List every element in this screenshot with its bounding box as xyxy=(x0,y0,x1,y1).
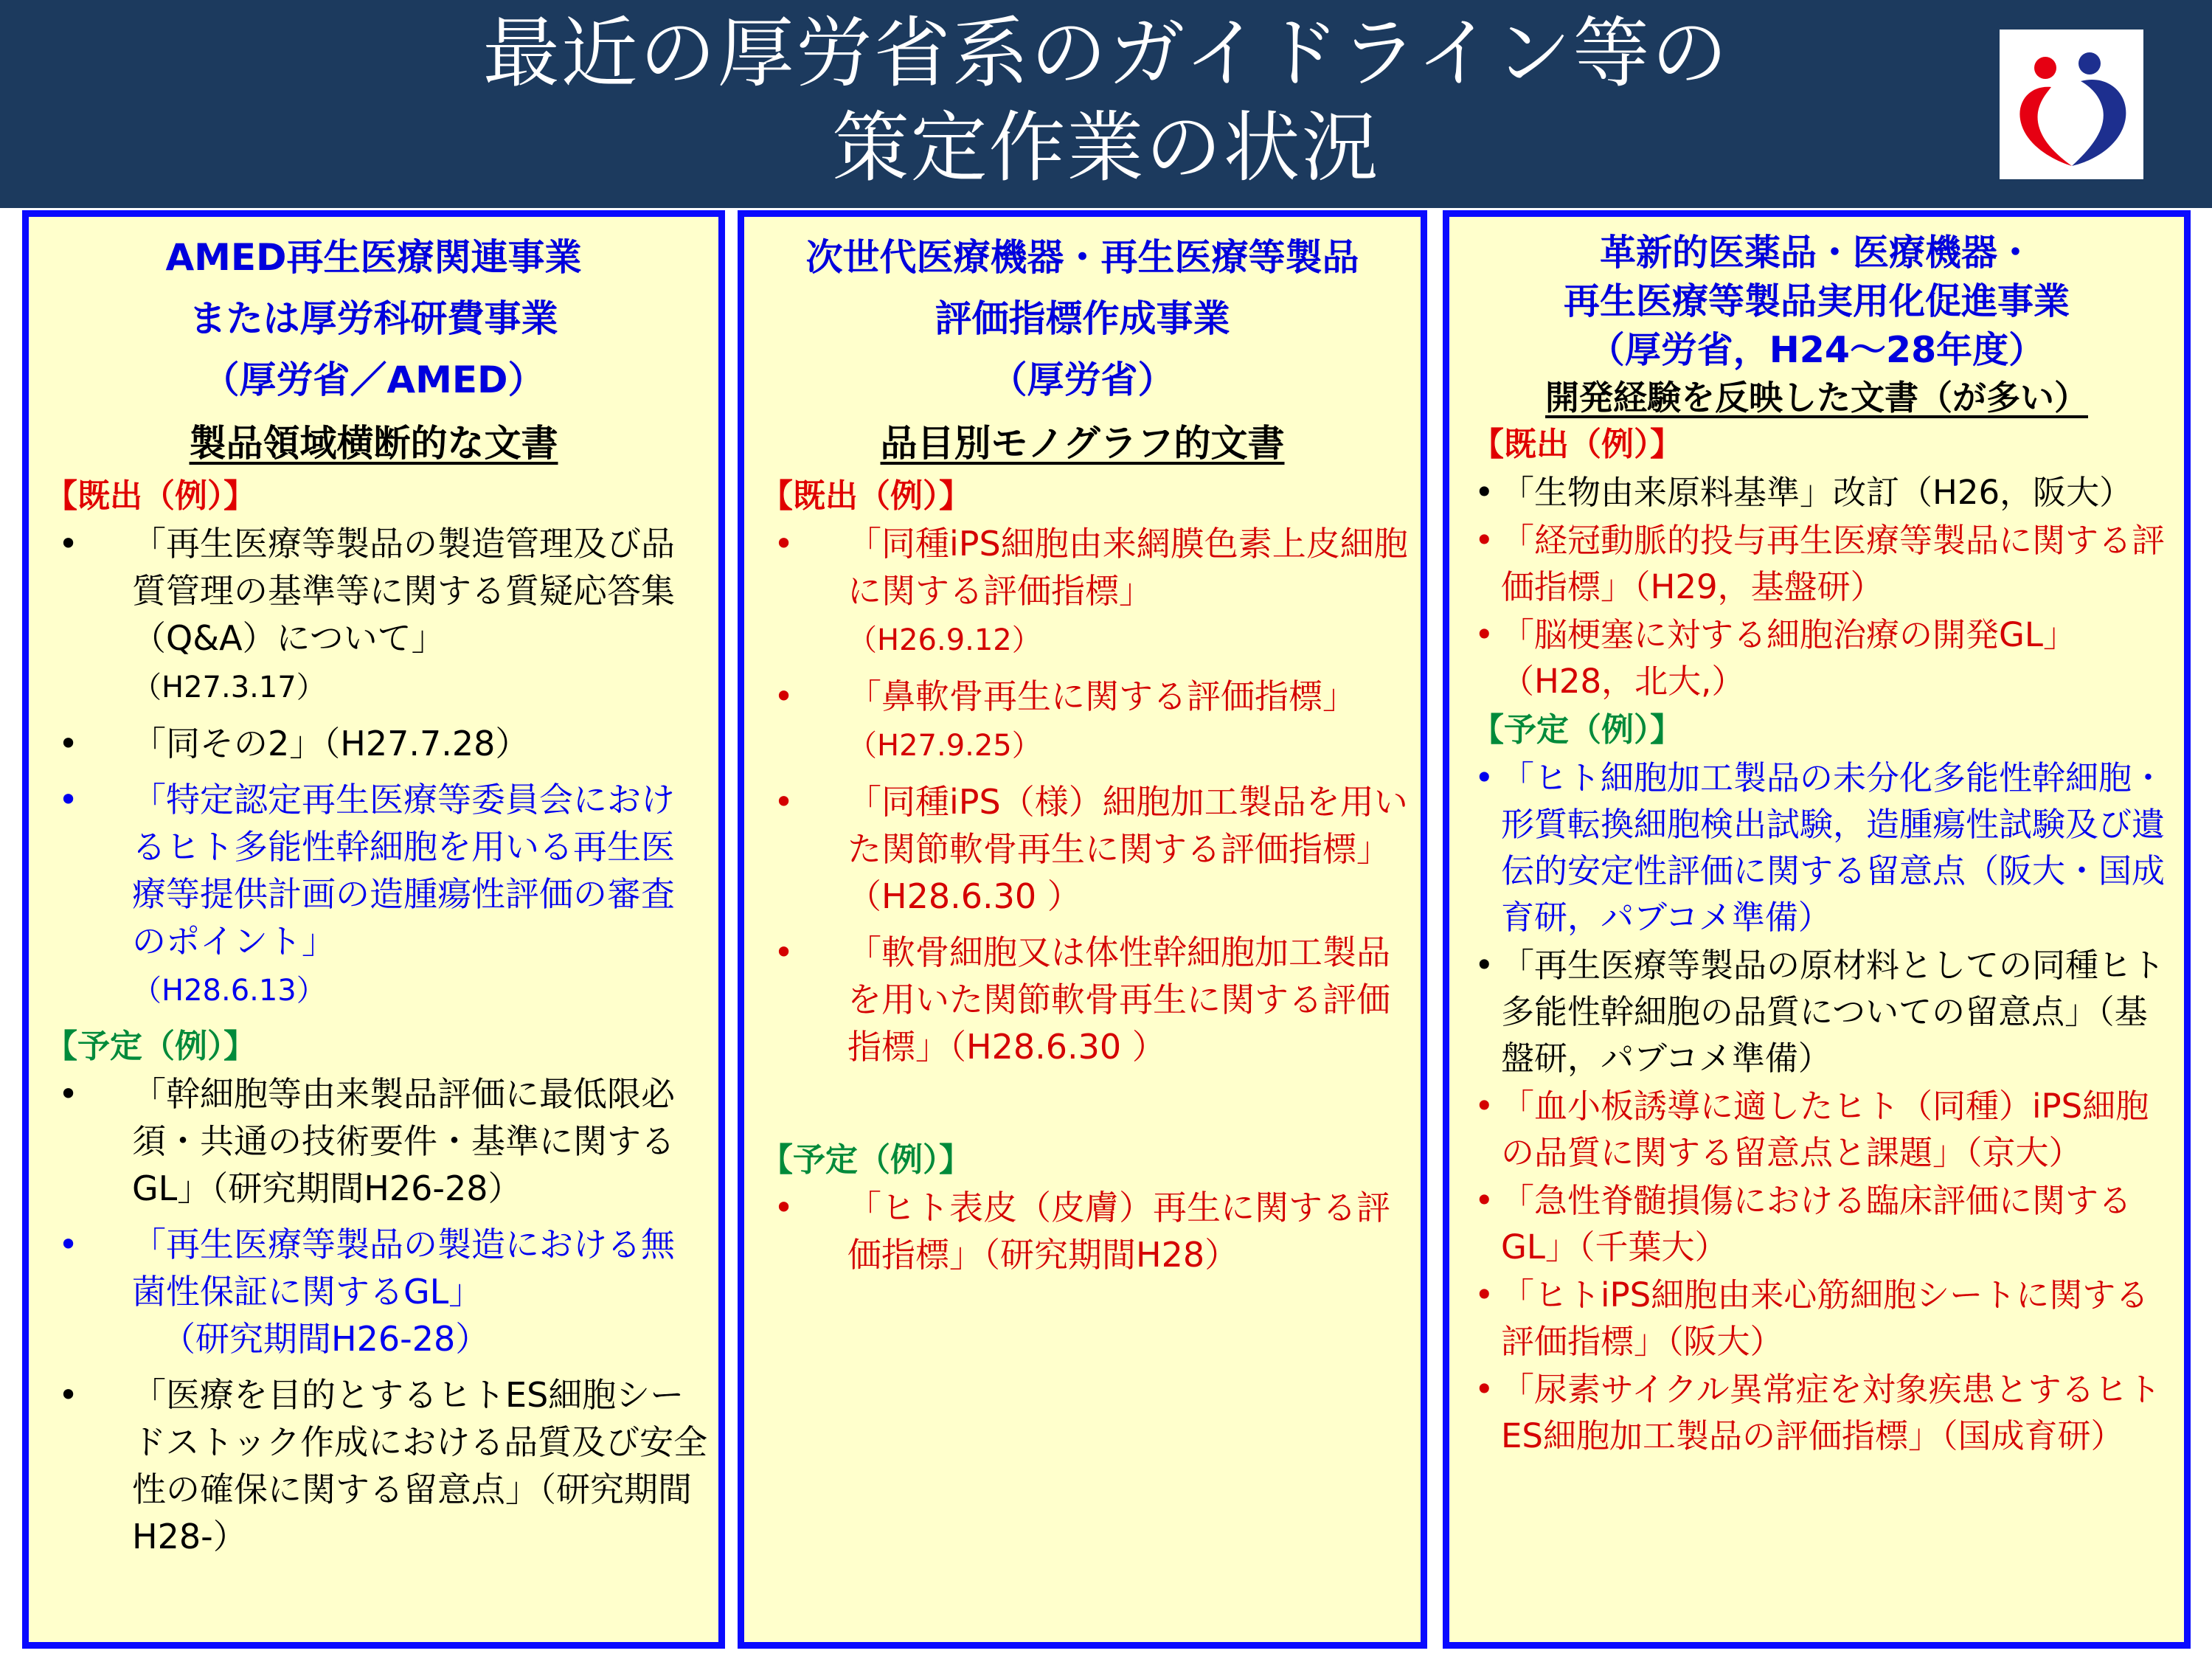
bullet-icon: • xyxy=(1474,1275,1494,1315)
column-header-line: 評価指標作成事業 xyxy=(935,297,1230,340)
column-innovative-products xyxy=(1443,210,2191,1649)
list-item: • 「鼻軟骨再生に関する評価指標」 （H27.9.25） xyxy=(744,673,1421,769)
bullet-icon: • xyxy=(774,932,794,972)
bullet-icon: • xyxy=(1474,521,1494,560)
column-header-line: （厚労省，H24～28年度） xyxy=(1588,329,2045,371)
column-subtitle: 開発経験を反映した文書（が多い） xyxy=(1545,378,2088,418)
document-list xyxy=(29,520,718,1014)
document-list xyxy=(29,1070,718,1560)
document-list xyxy=(1449,469,2184,704)
section-label-published: 【既出（例）】 xyxy=(1471,426,1682,463)
list-item: • 「同その2」（H27.7.28） xyxy=(29,720,718,767)
bullet-icon: • xyxy=(1474,1087,1494,1126)
list-item: • 「特定認定再生医療等委員会におけるヒト多能性幹細胞を用いる再生医療等提供計画の造腫瘍性評価の審査のポイント」 （H28.6.13） xyxy=(29,776,718,1014)
bullet-icon: • xyxy=(58,780,79,820)
page-title xyxy=(0,6,2212,195)
bullet-icon: • xyxy=(1474,1181,1494,1220)
document-list xyxy=(744,1184,1421,1278)
list-item: • 「ヒトiPS細胞由来心筋細胞シートに関する評価指標」（阪大） xyxy=(1449,1272,2184,1365)
section-label-published: 【既出（例）】 xyxy=(760,477,971,515)
column-subtitle: 品目別モノグラフ的文書 xyxy=(880,422,1285,465)
column-amed xyxy=(22,210,725,1649)
column-header xyxy=(744,227,1421,411)
list-item: • 「ヒト表皮（皮膚）再生に関する評価指標」（研究期間H28） xyxy=(744,1184,1421,1278)
page-title-line2: 策定作業の状況 xyxy=(832,103,1380,193)
list-item: • 「医療を目的とするヒトES細胞シードストック作成における品質及び安全性の確保に関する留意点」（研究期間H28-） xyxy=(29,1371,718,1560)
mhlw-logo-icon xyxy=(2000,30,2143,179)
document-list xyxy=(744,520,1421,1070)
list-item: • 「尿素サイクル異常症を対象疾患とするヒトES細胞加工製品の評価指標」（国成育研） xyxy=(1449,1366,2184,1459)
section-label-published: 【既出（例）】 xyxy=(45,477,256,515)
document-list xyxy=(1449,755,2184,1459)
list-item: • 「再生医療等製品の製造管理及び品質管理の基準等に関する質疑応答集（Q&A）について」 （H27.3.17） xyxy=(29,520,718,711)
bullet-icon: • xyxy=(1474,615,1494,654)
list-item: • 「脳梗塞に対する細胞治療の開発GL」（H28，北大,） xyxy=(1449,612,2184,704)
list-item: • 「血小板誘導に適したヒト（同種）iPS細胞の品質に関する留意点と課題」（京大） xyxy=(1449,1083,2184,1176)
bullet-icon: • xyxy=(774,524,794,564)
column-header-line: （厚労省） xyxy=(990,359,1175,401)
bullet-icon: • xyxy=(774,1188,794,1227)
list-item: • 「再生医療等製品の原材料としての同種ヒト多能性幹細胞の品質についての留意点」（基盤研，パブコメ準備） xyxy=(1449,942,2184,1081)
list-item: • 「ヒト細胞加工製品の未分化多能性幹細胞・形質転換細胞検出試験，造腫瘍性試験及び遺伝的安定性評価に関する留意点（阪大・国成育研，パブコメ準備） xyxy=(1449,755,2184,941)
column-subtitle: 製品領域横断的な文書 xyxy=(189,422,558,465)
column-header-line: 再生医療等製品実用化促進事業 xyxy=(1563,280,2070,322)
column-header xyxy=(29,227,718,411)
column-header-line: AMED再生医療関連事業 xyxy=(165,236,582,279)
column-next-gen-devices xyxy=(738,210,1427,1649)
list-item: • 「同種iPS細胞由来網膜色素上皮細胞に関する評価指標」 （H26.9.12） xyxy=(744,520,1421,664)
bullet-icon: • xyxy=(58,724,79,763)
list-item: • 「幹細胞等由来製品評価に最低限必須・共通の技術要件・基準に関するGL」（研究期間H26-28） xyxy=(29,1070,718,1212)
bullet-icon: • xyxy=(774,782,794,822)
list-item: • 「再生医療等製品の製造における無菌性保証に関するGL」 （研究期間H26-28） xyxy=(29,1221,718,1362)
bullet-icon: • xyxy=(1474,473,1494,512)
column-header-line: （厚労省／AMED） xyxy=(202,359,545,401)
column-header-line: 革新的医薬品・医療機器・ xyxy=(1599,232,2034,274)
section-label-planned: 【予定（例）】 xyxy=(760,1141,971,1179)
column-header xyxy=(1449,229,2184,375)
bullet-icon: • xyxy=(58,1375,79,1415)
page-title-line1: 最近の厚労省系のガイドライン等の xyxy=(482,8,1730,98)
section-label-planned: 【予定（例）】 xyxy=(45,1028,256,1065)
bullet-icon: • xyxy=(58,1074,79,1114)
title-banner xyxy=(0,0,2212,208)
bullet-icon: • xyxy=(774,676,794,716)
list-item: • 「同種iPS（様）細胞加工製品を用いた関節軟骨再生に関する評価指標」（H28.6.30 ） xyxy=(744,778,1421,920)
bullet-icon: • xyxy=(58,1225,79,1264)
list-item: • 「軟骨細胞又は体性幹細胞加工製品を用いた関節軟骨再生に関する評価指標」（H28.6.30 ） xyxy=(744,929,1421,1070)
column-header-line: 次世代医療機器・再生医療等製品 xyxy=(805,236,1359,279)
bullet-icon: • xyxy=(1474,758,1494,797)
list-item: • 「急性脊髄損傷における臨床評価に関するGL」（千葉大） xyxy=(1449,1177,2184,1270)
bullet-icon: • xyxy=(1474,1370,1494,1409)
list-item: • 「生物由来原料基準」改訂（H26，阪大） xyxy=(1449,469,2184,516)
bullet-icon: • xyxy=(1474,946,1494,985)
column-header-line: または厚労科研費事業 xyxy=(189,297,558,340)
bullet-icon: • xyxy=(58,524,79,564)
section-label-planned: 【予定（例）】 xyxy=(1471,711,1682,749)
list-item: • 「経冠動脈的投与再生医療等製品に関する評価指標」（H29，基盤研） xyxy=(1449,517,2184,610)
